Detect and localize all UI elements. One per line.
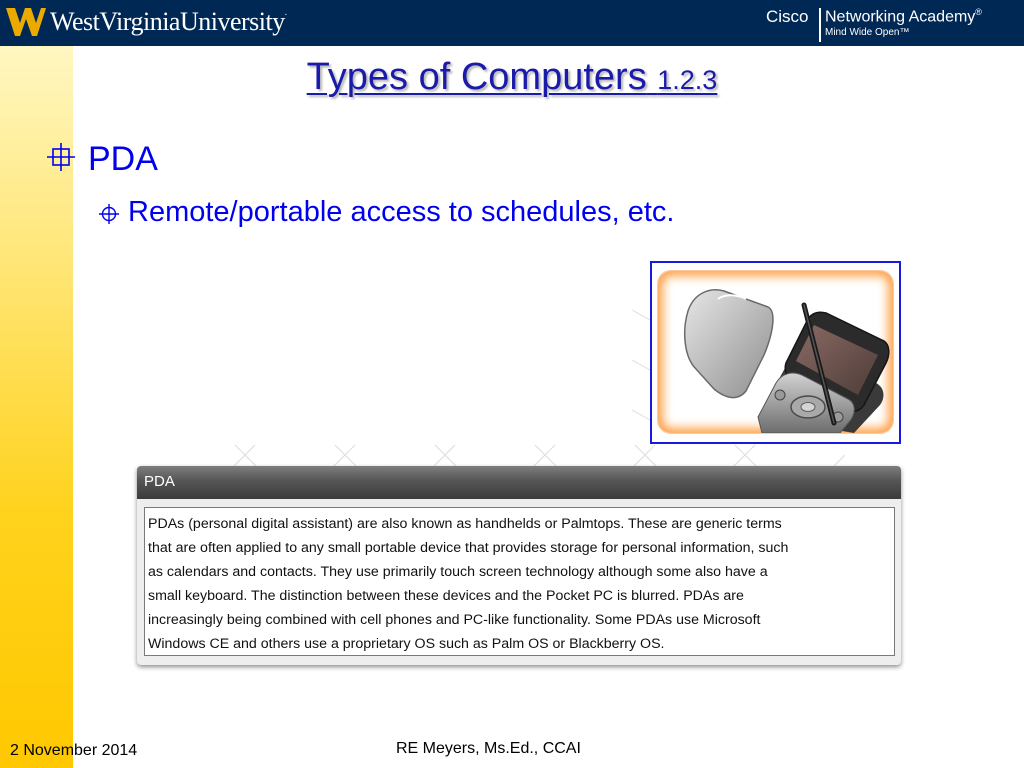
info-box-line: small keyboard. The distinction between these devices and the Pocket PC is blurred. PDAs are	[148, 588, 744, 604]
info-box-line: that are often applied to any small portable device that provides storage for personal information, such	[148, 540, 789, 556]
background-side-pattern	[630, 300, 652, 440]
slide-title-text: Types of Computers	[306, 56, 647, 98]
registered-mark: ®	[975, 7, 982, 17]
slide-title	[0, 56, 1024, 99]
pda-photo-glow-panel	[657, 270, 894, 434]
info-box-line: increasingly being combined with cell phones and PC-like functionality. Some PDAs use Microsoft	[148, 612, 761, 628]
pda-device-illustration	[658, 271, 894, 434]
info-box-line: Windows CE and others use a proprietary OS such as Palm OS or Blackberry OS.	[148, 636, 665, 652]
bullet-pda-text: PDA	[88, 140, 158, 178]
networking-academy-name: Networking Academy®	[825, 7, 982, 26]
info-box-header	[137, 466, 901, 499]
crosshair-circle-bullet-icon	[98, 203, 120, 225]
university-mark: .	[284, 7, 287, 17]
pda-info-box	[137, 466, 901, 665]
footer-author: RE Meyers, Ms.Ed., CCAI	[396, 740, 581, 757]
pda-photo-frame	[650, 261, 901, 444]
cisco-tagline: Mind Wide Open™	[825, 27, 910, 38]
info-box-body	[144, 507, 895, 656]
info-box-title: PDA	[144, 473, 175, 490]
info-box-line: PDAs (personal digital assistant) are also known as handhelds or Palmtops. These are generic terms	[148, 516, 782, 532]
bullet-remote-access-text: Remote/portable access to schedules, etc.	[128, 196, 675, 228]
footer-date: 2 November 2014	[10, 742, 138, 759]
info-box-line: as calendars and contacts. They use primarily touch screen technology although some also have a	[148, 564, 768, 580]
cisco-wordmark: Cisco	[766, 7, 809, 26]
crosshair-square-bullet-icon	[46, 142, 76, 172]
cisco-divider	[819, 8, 821, 42]
university-name: WestVirginiaUniversity.	[50, 7, 287, 36]
wvu-flying-wv-logo-icon	[6, 5, 46, 41]
header-bar	[0, 0, 1024, 46]
section-number: 1.2.3	[657, 65, 718, 95]
